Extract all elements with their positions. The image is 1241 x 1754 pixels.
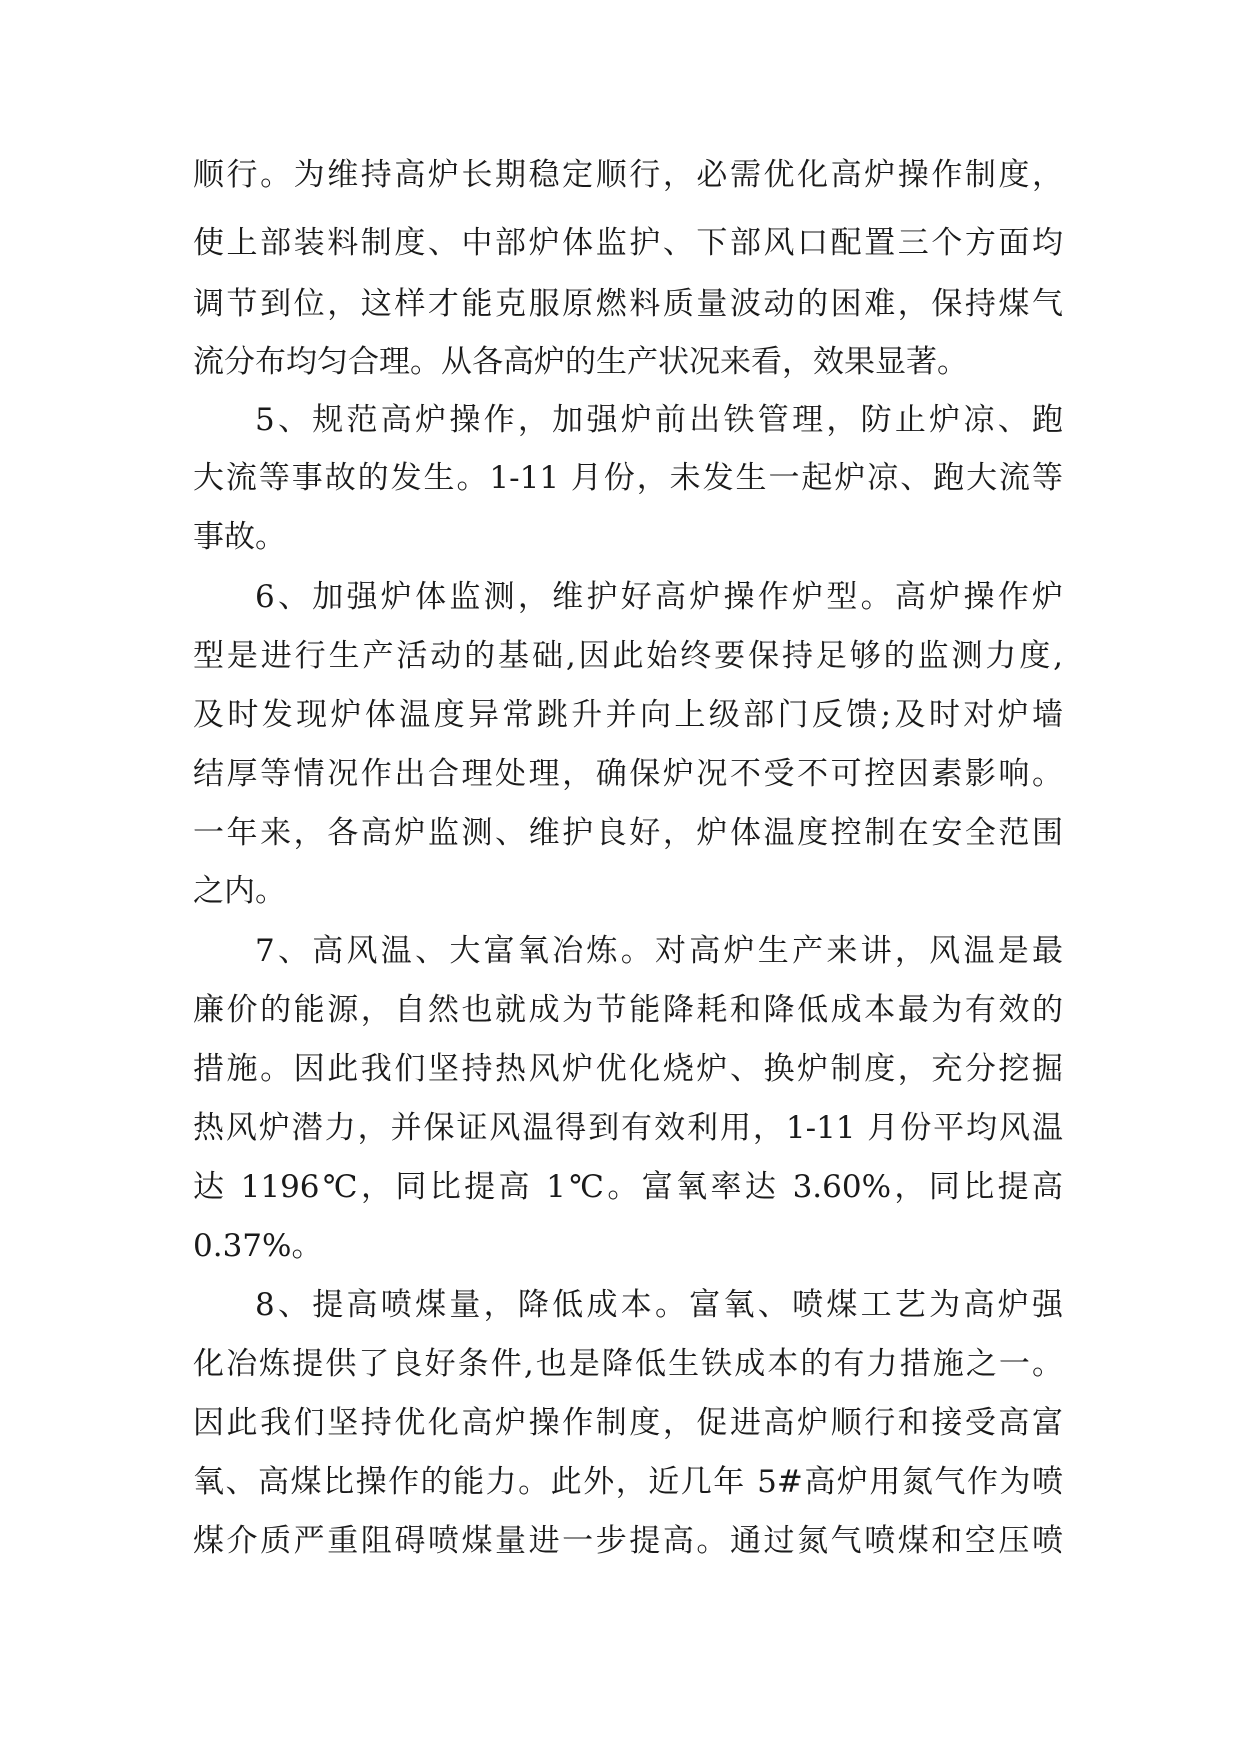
text-line: 流分布均匀合理。从各高炉的生产状况来看，效果显著。 <box>193 344 968 380</box>
text-line: 大流等事故的发生。1-11 月份，未发生一起炉凉、跑大流等 <box>193 460 1063 496</box>
text-line: 顺行。为维持高炉长期稳定顺行，必需优化高炉操作制度， <box>193 157 1063 193</box>
text-line: 措施。因此我们坚持热风炉优化烧炉、换炉制度，充分挖掘 <box>193 1051 1063 1087</box>
text-line: 一年来，各高炉监测、维护良好，炉体温度控制在安全范围 <box>193 815 1063 851</box>
text-line: 因此我们坚持优化高炉操作制度，促进高炉顺行和接受高富 <box>193 1405 1063 1441</box>
text-line: 煤介质严重阻碍喷煤量进一步提高。通过氮气喷煤和空压喷 <box>193 1523 1063 1559</box>
text-line: 热风炉潜力，并保证风温得到有效利用，1-11 月份平均风温 <box>193 1110 1063 1146</box>
text-line: 事故。 <box>193 519 286 555</box>
text-line: 廉价的能源，自然也就成为节能降耗和降低成本最为有效的 <box>193 992 1063 1028</box>
text-line: 结厚等情况作出合理处理，确保炉况不受不可控因素影响。 <box>193 756 1063 792</box>
text-line: 氧、高煤比操作的能力。此外，近几年 5#高炉用氮气作为喷 <box>193 1464 1063 1500</box>
text-line: 及时发现炉体温度异常跳升并向上级部门反馈;及时对炉墙 <box>193 697 1063 733</box>
text-line: 调节到位，这样才能克服原燃料质量波动的困难，保持煤气 <box>193 286 1063 322</box>
paragraph-first-line: 7、高风温、大富氧冶炼。对高炉生产来讲，风温是最 <box>255 933 1063 969</box>
text-line: 型是进行生产活动的基础,因此始终要保持足够的监测力度, <box>193 638 1063 674</box>
paragraph-first-line: 8、提高喷煤量，降低成本。富氧、喷煤工艺为高炉强 <box>255 1287 1063 1323</box>
paragraph-first-line: 5、规范高炉操作，加强炉前出铁管理，防止炉凉、跑 <box>255 402 1063 438</box>
text-line: 使上部装料制度、中部炉体监护、下部风口配置三个方面均 <box>193 225 1063 261</box>
text-line: 化冶炼提供了良好条件,也是降低生铁成本的有力措施之一。 <box>193 1346 1063 1382</box>
paragraph-first-line: 6、加强炉体监测，维护好高炉操作炉型。高炉操作炉 <box>255 579 1063 615</box>
text-line: 达 1196℃，同比提高 1℃。富氧率达 3.60%，同比提高 <box>193 1169 1063 1205</box>
text-line: 0.37%。 <box>193 1228 323 1264</box>
text-line: 之内。 <box>193 873 286 909</box>
